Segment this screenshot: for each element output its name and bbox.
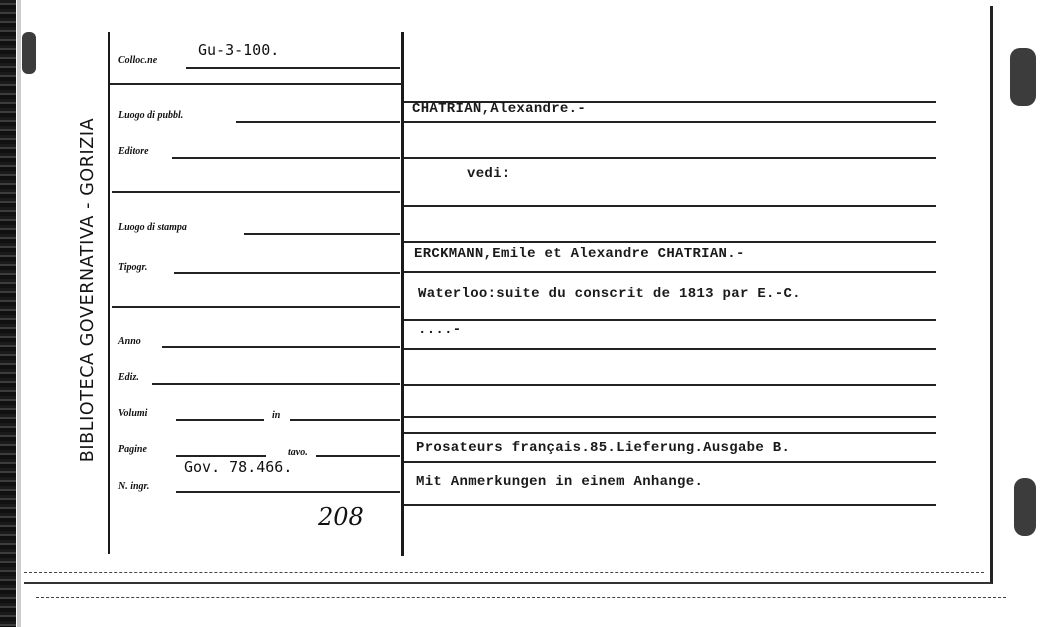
scan-blot-top-left: [22, 32, 36, 74]
tavole-label: tavo.: [288, 447, 308, 458]
tipografo-line: [174, 272, 400, 274]
card-left-border: [108, 32, 110, 554]
scan-blot-top-right: [1010, 48, 1036, 106]
pagine-value: Gov. 78.466.: [184, 458, 293, 476]
author-line-text: ERCKMANN,Emile et Alexandre CHATRIAN.-: [414, 246, 745, 262]
entry-line-3: [404, 157, 936, 159]
volumi-in-label: in: [272, 410, 281, 421]
notes-line-text: Mit Anmerkungen in einem Anhange.: [416, 474, 704, 490]
n-ingr-line: [176, 491, 400, 493]
vedi-text: vedi:: [467, 166, 511, 182]
scan-edge-shadow: [0, 0, 16, 627]
volumi-label: Volumi: [118, 408, 148, 419]
n-ingr-label: N. ingr.: [118, 481, 150, 492]
tipografo-extra-line: [112, 306, 400, 308]
scan-blot-right: [1014, 478, 1036, 536]
luogo-stampa-label: Luogo di stampa: [118, 222, 187, 233]
edizione-line: [152, 383, 400, 385]
entry-line-5: [404, 241, 936, 243]
volumi-in-line: [290, 419, 400, 421]
editore-label: Editore: [118, 146, 149, 157]
luogo-pubbl-label: Luogo di pubbl.: [118, 110, 184, 121]
entry-line-6: [404, 271, 936, 273]
entry-line-10: [404, 416, 936, 418]
entry-line-12: [404, 461, 936, 463]
entry-line-8: [404, 348, 936, 350]
heading-text: CHATRIAN,Alexandre.-: [412, 101, 587, 117]
collocazione-label: Colloc.ne: [118, 55, 158, 66]
volumi-line: [176, 419, 264, 421]
library-stamp-text: BIBLIOTECA GOVERNATIVA - GORIZIA: [78, 117, 98, 463]
tipografo-label: Tipogr.: [118, 262, 148, 273]
luogo-pubbl-line: [236, 121, 400, 123]
scan-edge-shade: [17, 0, 21, 627]
scan-dash-bottom-2: [36, 597, 1006, 599]
collocazione-value: Gu-3-100.: [198, 41, 280, 59]
entry-line-11: [404, 432, 936, 434]
entry-line-7: [404, 319, 936, 321]
entry-line-13: [404, 504, 936, 506]
anno-label: Anno: [118, 336, 141, 347]
title-line-text: Waterloo:suite du conscrit de 1813 par E.-C.: [418, 286, 801, 302]
editore-line: [172, 157, 400, 159]
pagine-line: [176, 455, 266, 457]
luogo-stampa-line: [244, 233, 400, 235]
dots-text: ....-: [418, 322, 462, 338]
entry-line-9: [404, 384, 936, 386]
scan-dash-bottom: [24, 572, 984, 574]
header-rule: [110, 83, 402, 85]
pagine-label: Pagine: [118, 444, 147, 455]
entry-line-2: [404, 121, 936, 123]
entry-line-4: [404, 205, 936, 207]
inventory-signature: 208: [318, 503, 364, 531]
editore-extra-line: [112, 191, 400, 193]
collocazione-line: [186, 67, 400, 69]
tavole-line: [316, 455, 400, 457]
edizione-label: Ediz.: [118, 372, 139, 383]
series-line-text: Prosateurs français.85.Lieferung.Ausgabe B.: [416, 440, 791, 456]
anno-line: [162, 346, 400, 348]
library-stamp: [56, 70, 120, 510]
card-center-divider: [401, 32, 404, 556]
